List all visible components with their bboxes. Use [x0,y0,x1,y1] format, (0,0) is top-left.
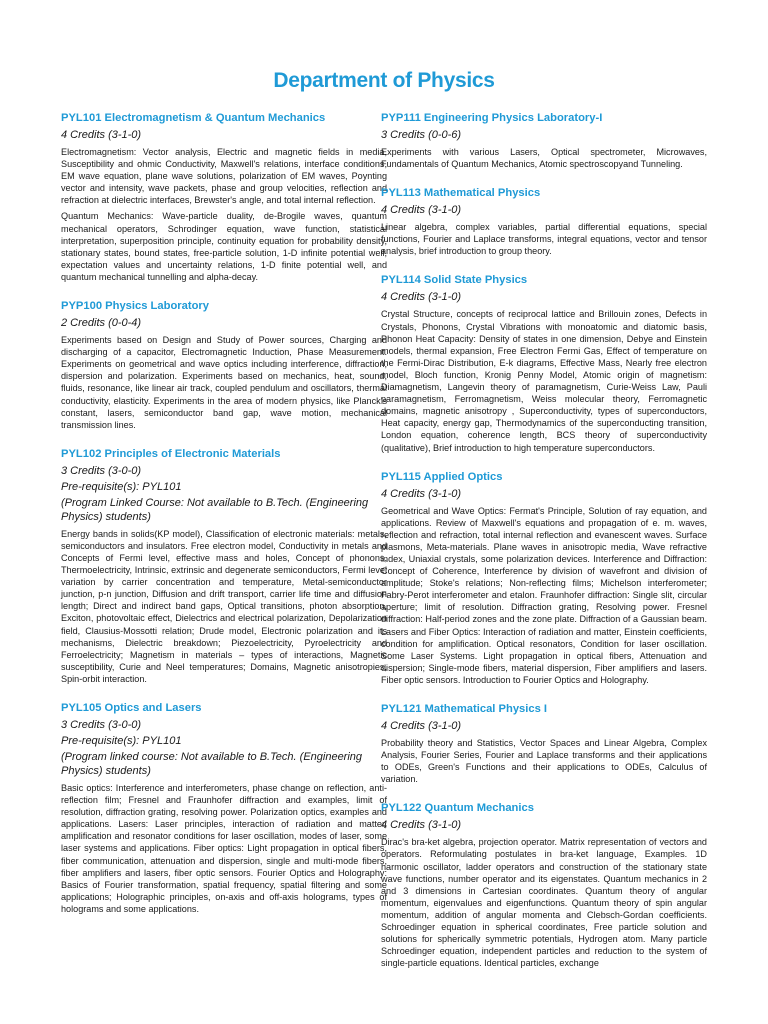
course-credits: 3 Credits (3-0-0) [61,719,142,731]
right-column [381,111,707,969]
course-block [61,701,387,915]
course-credits: 4 Credits (3-1-0) [381,720,462,732]
course-description: Quantum Mechanics: Wave-particle duality, de-Brogile waves, quantum mechanical operators, Schrodinger equation, wave function, statistical interpretation, superposition principle, continuity equation for probability density, stationary states, bound states, free-particle solution, 1-D infinite potential well, expectation values and uncertainty relations, 1-D finite potential well, and quantum mechanical tunnelling and alpha-decay. [61,211,387,282]
course-description: Probability theory and Statistics, Vector Spaces and Linear Algebra, Complex Analysis, Fourier Series, Fourier and Laplace transforms and their applications to ODEs, Green's Functions and their applications to ODEs, Calculus of variation. [381,738,707,785]
course-description: Basic optics: Interference and interferometers, phase change on reflection, anti-reflection film; Fresnel and Fraunhofer diffraction and examples, limit of resolution, diffraction grating, resolving power. Polarization optics, examples and applications. Lasers: Laser principles, interaction of radiation and matter, amplification and resonator conditions for laser oscillation, modes of laser, some laser systems and applications. Fiber optics: Light propagation in optical fibers, fiber communication, attenuation and dispersion, single and multi-mode fibers, fiber amplifiers and lasers, fiber optic sensors. Fourier Optics and Holography: Basics of Fourier transformation, spatial frequency, spatial filtering and some applications; Holographic principles, on-axis and off-axis holograms, types of holograms and some applications. [61,783,387,914]
left-column [61,111,387,915]
course-block [381,186,707,257]
course-prerequisite: Pre-requisite(s): PYL101 [61,735,182,747]
course-block [381,470,707,686]
course-credits: 4 Credits (3-1-0) [61,129,142,141]
course-title: PYL121 Mathematical Physics I [381,703,548,715]
course-description: Dirac's bra-ket algebra, projection operator. Matrix representation of vectors and operators. Reformulating postulates in bra-ket language, Examples. 1D harmonic oscillator, ladder operators and construction of the stationary state wave functions, number operator and its eigenstates. Quantum mechanics in 2 and 3 dimensions in Cartesian coordinates. Quantum theory of angular momentum, eigenvalues and eigenfunctions. Quantum theory of spin angular momentum, addition of angular momenta and Clebsch-Gordan coefficients. Schroedinger equation in spherical coordinates, Free particle solution and solutions for spherically symmetric potentials, Hydrogen atom. Many particle Schroedinger equation, independent particles and reduction to the system of single-particle equations. Identical particles, exchange [381,837,707,969]
course-block [61,447,387,685]
course-credits: 4 Credits (3-1-0) [381,291,462,304]
course-credits: 4 Credits (3-1-0) [381,819,462,832]
course-description: Electromagnetism: Vector analysis, Electric and magnetic fields in media, Susceptibility and ohmic Conductivity, Maxwell's relations, interface conditions, EM wave equation, plane wave solutions, polarization of EM waves, Poynting vector and intensity, wave packets, phase and group velocities, reflection and refraction at dielectric interfaces, Brewster's angle, and total internal reflection. [61,147,387,206]
course-description: Energy bands in solids(KP model), Classification of electronic materials: metals, semiconductors and insulators. Free electron model, Conductivity in metals and Concepts of Fermi level, effective mass and holes, Concept of phonons, Thermoelectricity, Intrinsic, extrinsic and degenerate semiconductors, Fermi level variation by carrier concentration and temperature, Metal-semiconductor junction, p-n junction, Diffusion and drift transport, carrier life time and diffusion length; Direct and indirect band gaps, Optical transitions, photon absorption, Exciton, photovoltaic effect, Dielectrics and electrical polarization, Depolarization field, Clausius-Mossotti relation; Drude model, Electronic polarization and its mechanisms, Dielectric breakdown; Piezoelectricity, Pyroelectricity and Ferroelectricity; Magnetism in materials – types of interactions, Magnetic susceptibility, Curie and Neel temperatures; Domains, Magnetic anisotropies, Spin-orbit interaction. [61,528,387,684]
course-title: PYL113 Mathematical Physics [381,187,541,200]
page-title: Department of Physics [273,69,495,92]
course-title: PYL101 Electromagnetism & Quantum Mechanics [61,112,326,124]
course-block [61,111,387,283]
course-title: PYL114 Solid State Physics [381,274,528,287]
course-credits: 2 Credits (0-0-4) [61,317,142,330]
course-title: PYL115 Applied Optics [381,470,503,483]
course-block [381,273,707,453]
course-block [381,702,707,785]
course-title: PYP100 Physics Laboratory [61,300,209,313]
course-title: PYL122 Quantum Mechanics [381,802,534,815]
course-description: Crystal Structure, concepts of reciprocal lattice and Brillouin zones, Defects in Crystals, Phonons, Crystal Vibrations with monoatomic and diatomic basis, Phonon Heat Capacity: Density of states in one dimension, Debye and Einstein models, thermal expansion, Free Electron Fermi Gas, Effect of temperature on the Fermi-Dirac Distribution, E-k diagrams, Effective Mass, Nearly free electron model, Bloch function, Kronig Penny Model, Atomic origin of magnetism: Diamagnetism, Langevin theory of paramagnetism, Curie-Weiss Law, Pauli paramagnetism, Ferromagnetism, Weiss molecular theory, Ferromagnetic domains, magnetic anisotropy , Superconductivity, types of superconductors, Heat capacity, energy gap, Thermodynamics of the superconducting transition, London equation, coherence length, BCS theory of superconductivity (qualitative), Brief introduction to high temperature superconductors. [381,309,707,453]
course-credits: 3 Credits (0-0-6) [381,129,462,141]
course-description: Linear algebra, complex variables, partial differential equations, special functions, Fourier and Laplace transforms, integral equations, vector and tensor analysis, brief introduction to group theory. [381,222,707,257]
course-description: Geometrical and Wave Optics: Fermat's Principle, Solution of ray equation, and applications. Review of Maxwell's equations and propagation of e. m. waves, reflection and refraction, total internal reflection and evanescent waves. Surface plasmons, Meta-materials. Plane waves in anisotropic media, Wave refractive index, Uniaxial crystals, some polarization devices. Interference and Diffraction: Concept of Coherence, Interference by division of wavefront and division of amplitude; Stoke's relations; Non-reflecting films; Michelson interferometer; Fabry-Perot interferometer and etalon. Fraunhofer diffraction: Single slit, circular aperture; limit of resolution. Diffraction grating, Resolving power. Fresnel diffraction: Half-period zones and the zone plate. Diffraction of a Gaussian beam. Lasers and Fiber Optics: Interaction of radiation and matter, Einstein coefficients, condition for amplification. Optical resonators, Condition for laser oscillation. Some Laser Systems. Light propagation in optical fibers, Attenuation and dispersion; Single-mode fibers, material dispersion, Fiber amplifiers and lasers. Fiber optic sensors. Introduction to Fourier Optics and Holography. [381,505,707,685]
course-description: Experiments with various Lasers, Optical spectrometer, Microwaves, Fundamentals of Quantum Mechanics, Atomic spectroscopyand Tunneling. [381,147,707,170]
course-prerequisite: (Program Linked Course: Not available to B.Tech. (Engineering Physics) students) [61,496,369,523]
course-block [381,801,707,969]
course-prerequisite: Pre-requisite(s): PYL101 [61,480,182,493]
course-block [61,299,387,431]
course-credits: 3 Credits (3-0-0) [61,464,142,477]
course-credits: 4 Credits (3-1-0) [381,487,462,500]
course-prerequisite: (Program linked course: Not available to B.Tech. (Engineering Physics) students) [61,751,363,777]
course-description: Experiments based on Design and Study of Power sources, Charging and discharging of a capacitor, Electromagnetic Induction, Phase Measurement. Experiments on geometrical and wave optics including interference, diffraction, dispersion and polarization. Experiments based on mechanics, heat, sound, fluids, resonance, like linear air track, coupled pendulum and oscillators, thermal conductivity, elasticity. Experiments in the area of modern physics, like Planck's constant, lasers, semiconductor band gap, wave motion, mechanical transmission lines. [61,335,387,430]
course-block [381,111,707,170]
course-title: PYL102 Principles of Electronic Materials [61,447,281,460]
course-credits: 4 Credits (3-1-0) [381,204,462,217]
course-title: PYP111 Engineering Physics Laboratory-I [381,112,603,124]
course-title: PYL105 Optics and Lasers [61,702,202,714]
